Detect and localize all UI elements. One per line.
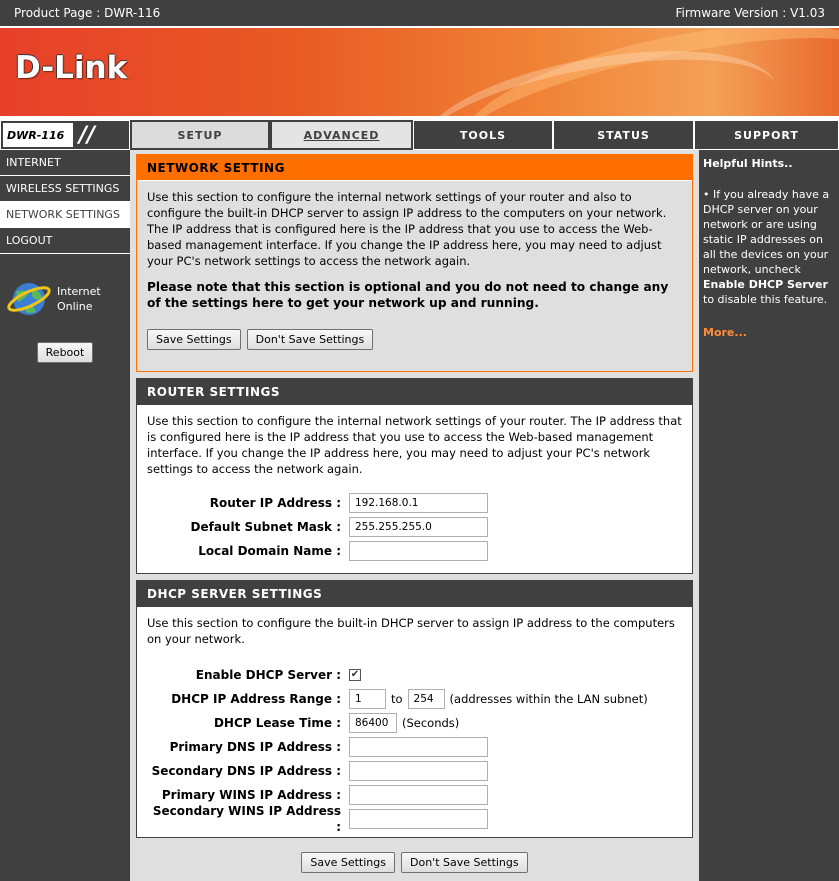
tab-setup[interactable]: SETUP — [130, 120, 270, 150]
save-settings-button-bottom[interactable]: Save Settings — [301, 852, 395, 873]
reboot-button[interactable]: Reboot — [37, 342, 94, 363]
dhcp-lease-unit: (Seconds) — [402, 716, 460, 730]
sidebar-item-logout[interactable]: LOGOUT — [0, 228, 130, 254]
secondary-dns-input[interactable] — [349, 761, 488, 781]
secondary-wins-label: Secondary WINS IP Address : — [152, 804, 341, 834]
sidebar — [0, 150, 130, 881]
hints-title: Helpful Hints.. — [703, 157, 793, 170]
router-settings-description: Use this section to configure the internal network settings of your router. The IP address that is configured here is the IP address that you use to access the Web-based management interface. If you change the IP address here, you may need to adjust your PC's network settings to access the network again. — [147, 414, 682, 476]
dhcp-range-label: DHCP IP Address Range : — [171, 692, 341, 706]
top-navigation — [0, 120, 839, 150]
secondary-dns-label: Secondary DNS IP Address : — [151, 764, 341, 778]
hints-text-pre: If you already have a DHCP server on your network or are using static IP addresses on all the devices on your network, uncheck — [703, 188, 830, 276]
brand-banner — [0, 28, 839, 116]
dhcp-settings-title: DHCP SERVER SETTINGS — [137, 581, 692, 607]
sidebar-item-wireless-settings[interactable]: WIRELESS SETTINGS — [0, 176, 130, 202]
top-bar — [0, 0, 839, 26]
network-setting-panel — [136, 154, 693, 372]
firmware-version-label: Firmware Version : V1.03 — [675, 6, 825, 20]
product-page-label: Product Page : DWR-116 — [14, 6, 161, 20]
dhcp-settings-panel — [136, 580, 693, 838]
slash-decoration: // — [79, 122, 96, 148]
subnet-mask-input[interactable] — [349, 517, 488, 537]
dont-save-settings-button-bottom[interactable]: Don't Save Settings — [401, 852, 528, 873]
dhcp-lease-input[interactable] — [349, 713, 397, 733]
sidebar-item-internet[interactable]: INTERNET — [0, 150, 130, 176]
content-area — [130, 150, 699, 881]
model-name: DWR-116 — [3, 123, 73, 147]
dhcp-range-note: (addresses within the LAN subnet) — [449, 692, 648, 706]
hints-text-post: to disable this feature. — [703, 293, 828, 306]
subnet-mask-label: Default Subnet Mask : — [190, 520, 341, 534]
network-setting-description: Use this section to configure the internal network settings of your router and also to configure the built-in DHCP server to assign IP address to the computers on your network. The IP address that is configured here is the IP address that you use to access the Web-based management interface. If you change the IP address here, you may need to adjust your PC's network settings to access the network again. — [147, 190, 667, 268]
hints-text — [703, 187, 835, 307]
internet-status-value: Online — [57, 300, 93, 313]
router-ip-input[interactable] — [349, 493, 488, 513]
dhcp-range-to-label: to — [391, 692, 403, 706]
hints-bullet: • — [703, 188, 710, 201]
tab-support[interactable]: SUPPORT — [694, 120, 839, 150]
primary-wins-label: Primary WINS IP Address : — [161, 788, 341, 802]
helpful-hints-panel — [699, 150, 839, 881]
router-settings-panel — [136, 378, 693, 574]
secondary-wins-input[interactable] — [349, 809, 488, 829]
local-domain-label: Local Domain Name : — [198, 544, 341, 558]
tab-advanced[interactable]: ADVANCED — [270, 120, 413, 150]
dhcp-range-start-input[interactable] — [349, 689, 386, 709]
dhcp-settings-description: Use this section to configure the built-in DHCP server to assign IP address to the computers on your network. — [147, 616, 675, 646]
save-settings-button-top[interactable]: Save Settings — [147, 329, 241, 350]
network-setting-note: Please note that this section is optional and you do not need to change any of the settings here to get your network up and running. — [147, 280, 669, 310]
internet-globe-icon — [6, 278, 52, 320]
internet-status-label: Internet — [57, 285, 101, 298]
dont-save-settings-button-top[interactable]: Don't Save Settings — [247, 329, 374, 350]
model-badge — [0, 120, 130, 150]
local-domain-input[interactable] — [349, 541, 488, 561]
dhcp-range-end-input[interactable] — [408, 689, 445, 709]
primary-dns-label: Primary DNS IP Address : — [169, 740, 341, 754]
enable-dhcp-label: Enable DHCP Server : — [195, 668, 341, 682]
network-setting-title: NETWORK SETTING — [137, 155, 692, 181]
tab-status[interactable]: STATUS — [553, 120, 694, 150]
dhcp-lease-label: DHCP Lease Time : — [213, 716, 341, 730]
dlink-logo: D-Link — [15, 50, 128, 86]
hints-text-bold: Enable DHCP Server — [703, 278, 828, 291]
primary-dns-input[interactable] — [349, 737, 488, 757]
hints-more-link[interactable]: More... — [703, 326, 747, 339]
sidebar-item-network-settings[interactable]: NETWORK SETTINGS — [0, 202, 130, 228]
router-settings-title: ROUTER SETTINGS — [137, 379, 692, 405]
enable-dhcp-checkbox[interactable]: ✔ — [350, 669, 360, 680]
tab-tools[interactable]: TOOLS — [413, 120, 553, 150]
internet-status — [6, 278, 130, 320]
router-ip-label: Router IP Address : — [209, 496, 341, 510]
primary-wins-input[interactable] — [349, 785, 488, 805]
